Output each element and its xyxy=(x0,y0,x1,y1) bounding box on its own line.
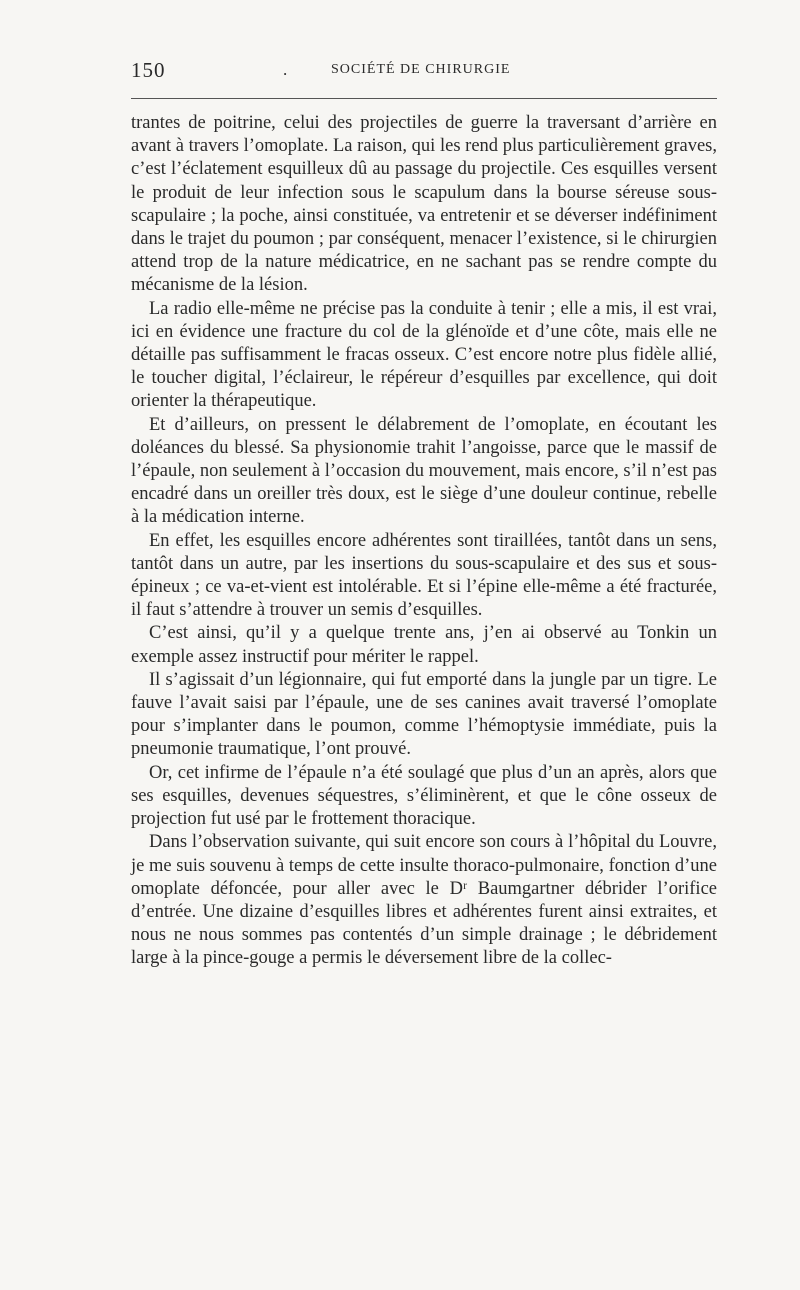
header-rule xyxy=(131,98,717,99)
body-text xyxy=(131,112,717,971)
header-separator: . xyxy=(283,60,288,79)
book-page xyxy=(131,58,717,969)
paragraph-4: En effet, les esquilles encore adhérentes sont tiraillées, tantôt dans un sens, tantôt dans un autre, par les insertions du sous-scapulaire et des sus et sous-épineux ; ce va-et-vient est intolérable. Et si l’épine elle-même a été fracturée, il faut s’attendre à trouver un semis d’esquilles. xyxy=(131,530,717,621)
page-header xyxy=(131,58,717,88)
page-number: 150 xyxy=(131,58,166,82)
paragraph-1: trantes de poitrine, celui des projectiles de guerre la traversant d’arrière en avant à travers l’omoplate. La raison, qui les rend plus particulièrement graves, c’est l’éclatement esquilleux dû au passage du projectile. Ces esquilles versent le produit de leur infection sous le scapulum dans la bourse séreuse sous-scapulaire ; la poche, ainsi constituée, va entretenir et se déverser indéfiniment dans le trajet du poumon ; par conséquent, menacer l’existence, si le chirurgien attend trop de la nature médicatrice, en ne sachant pas se rendre compte du mécanisme de la lésion. xyxy=(131,113,717,296)
paragraph-7: Or, cet infirme de l’épaule n’a été soulagé que plus d’un an après, alors que ses esquilles, devenues séquestres, s’éliminèrent, et que le cône osseux de projection fut usé par le frottement thoracique. xyxy=(131,762,717,830)
paragraph-3: Et d’ailleurs, on pressent le délabrement de l’omoplate, en écoutant les doléances du blessé. Sa physionomie trahit l’angoisse, parce que le massif de l’épaule, non seulement à l’occasion du mouvement, mais encore, s’il n’est pas encadré dans un oreiller très doux, est le siège d’une douleur continue, rebelle à la médication interne. xyxy=(131,414,717,528)
paragraph-2: La radio elle-même ne précise pas la conduite à tenir ; elle a mis, il est vrai, ici en évidence une fracture du col de la glénoïde et d’une côte, mais elle ne détaille pas suffisamment le fracas osseux. C’est encore notre plus fidèle allié, le toucher digital, l’éclaireur, le répéreur d’esquilles par excellence, qui doit orienter la thérapeutique. xyxy=(131,298,717,412)
paragraph-6: Il s’agissait d’un légionnaire, qui fut emporté dans la jungle par un tigre. Le fauve l’avait saisi par l’épaule, une de ses canines avait traversé l’omoplate pour s’implanter dans le poumon, comme l’hémoptysie immédiate, puis la pneumonie traumatique, l’ont prouvé. xyxy=(131,669,717,760)
paragraph-5: C’est ainsi, qu’il y a quelque trente ans, j’en ai observé au Tonkin un exemple assez instructif pour mériter le rappel. xyxy=(131,623,717,667)
running-title: SOCIÉTÉ DE CHIRURGIE xyxy=(331,62,511,77)
paragraph-8: Dans l’observation suivante, qui suit encore son cours à l’hôpital du Louvre, je me suis souvenu à temps de cette insulte thoraco-pulmonaire, fonction d’une omoplate défoncée, pour aller avec le Dʳ Baumgartner débrider l’orifice d’entrée. Une dizaine d’esquilles libres et adhérentes furent ainsi extraites, et nous ne nous sommes pas contentés d’un simple drainage ; le débridement large à la pince-gouge a permis le déversement libre de la collec- xyxy=(131,832,717,969)
